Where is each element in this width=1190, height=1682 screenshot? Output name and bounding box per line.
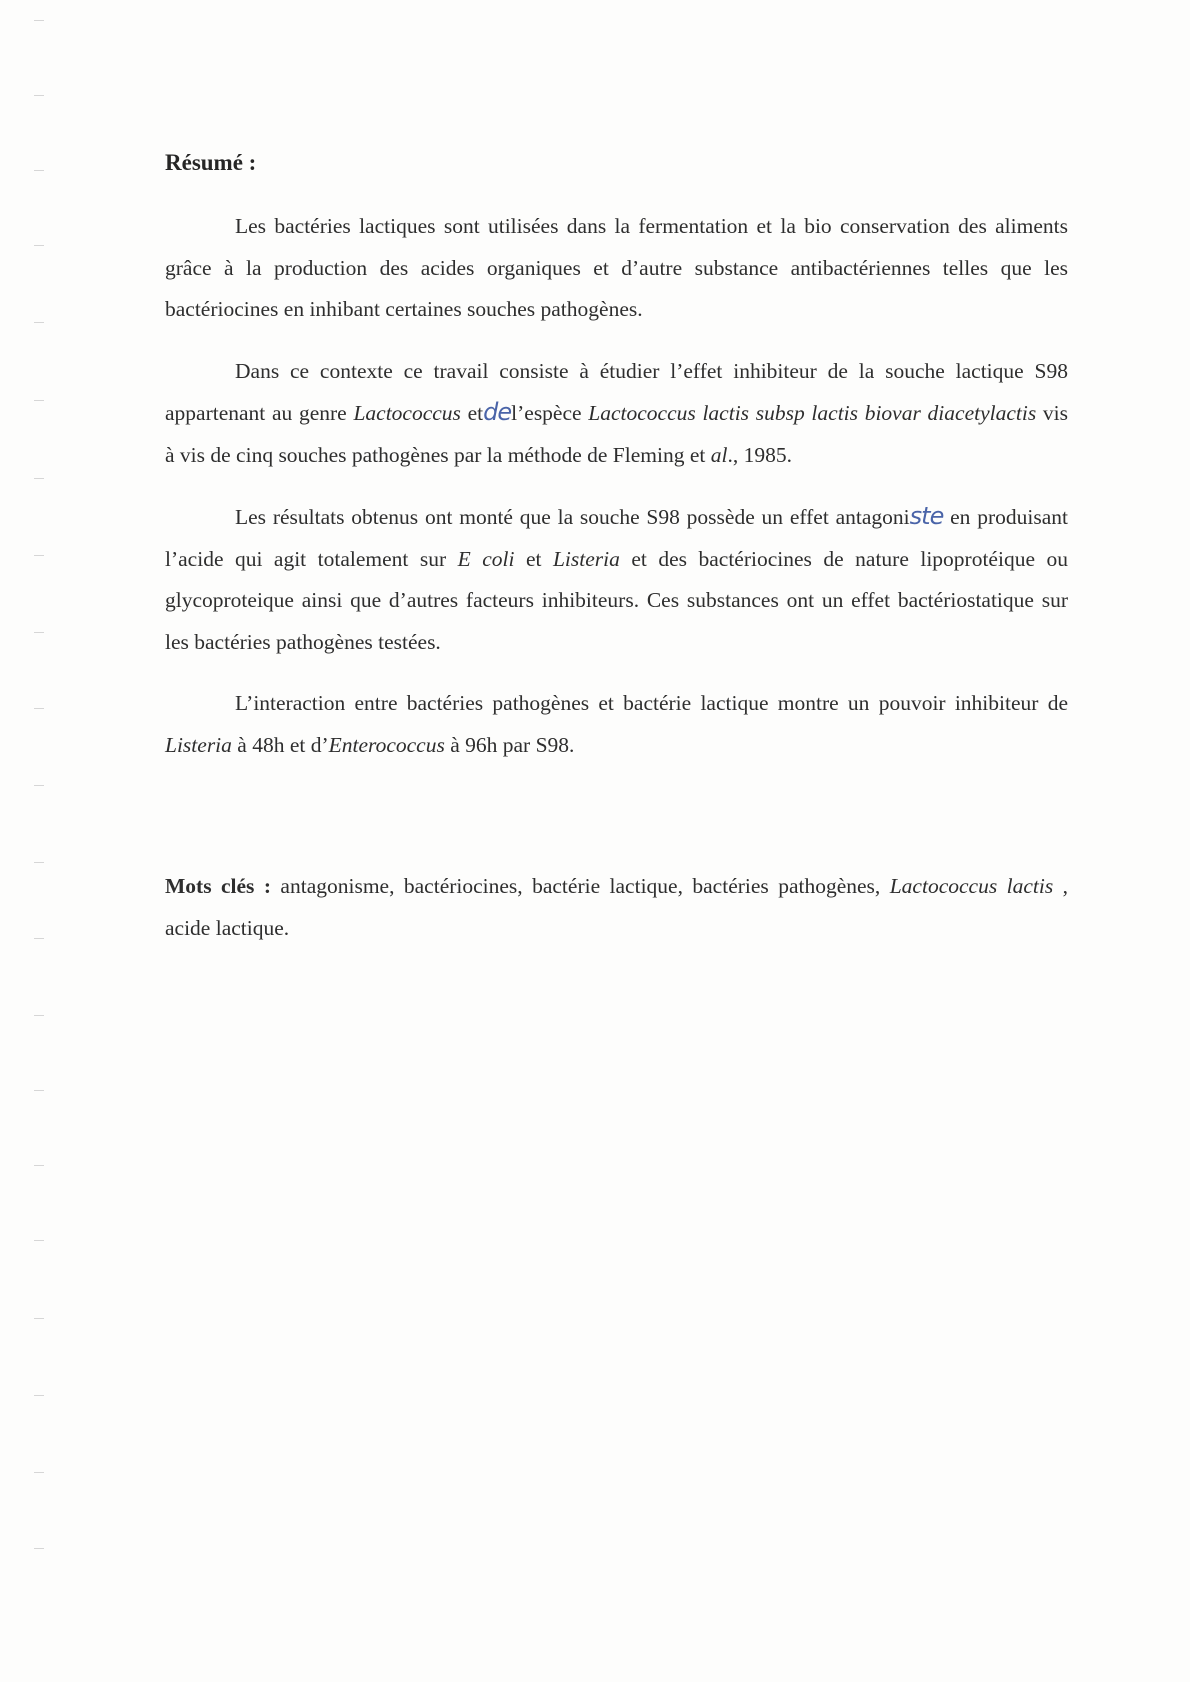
handwritten-correction: de <box>483 398 512 426</box>
keywords-label: Mots clés : <box>165 874 271 898</box>
abstract-paragraph-3 <box>165 496 1068 663</box>
text: et <box>460 401 484 425</box>
keywords-list: , acide lactique. <box>165 874 1068 940</box>
species-name: Lactococcus lactis subsp lactis biovar diacetylactis <box>588 401 1037 425</box>
species-name: E coli <box>457 546 515 571</box>
handwritten-correction: ste <box>909 502 944 530</box>
abstract-title: Résumé : <box>165 150 257 175</box>
text: Les résultats obtenus ont monté que la souche S98 possède un effet antagoni <box>235 505 910 529</box>
genus-name: Enterococcus <box>328 732 445 757</box>
genus-name: Listeria <box>165 732 232 757</box>
text: et des bactériocines de nature lipoprotéique ou glycoproteique ainsi que d’autres facteurs inhibiteurs. Ces substances ont un effet bactériostatique sur les bactéries pathogènes testées. <box>165 546 1068 654</box>
keywords-list: antagonisme, bactériocines, bactérie lactique, bactéries pathogènes, <box>271 874 890 898</box>
genus-name: Lactococcus <box>353 401 461 425</box>
abstract-paragraph-2 <box>165 351 1068 477</box>
text: l’espèce <box>511 401 589 425</box>
margin-tick-marks <box>34 0 46 1682</box>
text: à 48h et d’ <box>231 732 329 757</box>
text: vis à vis de cinq souches pathogènes par la méthode de Fleming et <box>165 401 1069 467</box>
text: Dans ce contexte ce travail consiste à étudier l’effet inhibiteur de la souche lactique S98 appartenant au genre <box>165 358 1068 425</box>
keywords-paragraph <box>165 866 1068 949</box>
abstract-paragraph-4 <box>165 683 1068 766</box>
genus-name: Listeria <box>552 546 620 571</box>
text: à 96h par S98. <box>444 732 575 757</box>
citation-al: al <box>710 442 728 467</box>
abstract-paragraph-1: Les bactéries lactiques sont utilisées dans la fermentation et la bio conservation des aliments grâce à la production des acides organiques et d’autre substance antibactériennes telles que les bactériocines en inhibant certaines souches pathogènes. <box>165 214 1068 321</box>
text: en produisant l’acide qui agit totalement sur <box>165 505 1068 571</box>
species-name: Lactococcus lactis <box>889 874 1054 898</box>
abstract-content <box>165 150 1068 969</box>
text: ., 1985. <box>727 442 792 467</box>
text: L’interaction entre bactéries pathogènes et bactérie lactique montre un pouvoir inhibiteur de <box>235 691 1068 715</box>
text: et <box>514 546 553 571</box>
